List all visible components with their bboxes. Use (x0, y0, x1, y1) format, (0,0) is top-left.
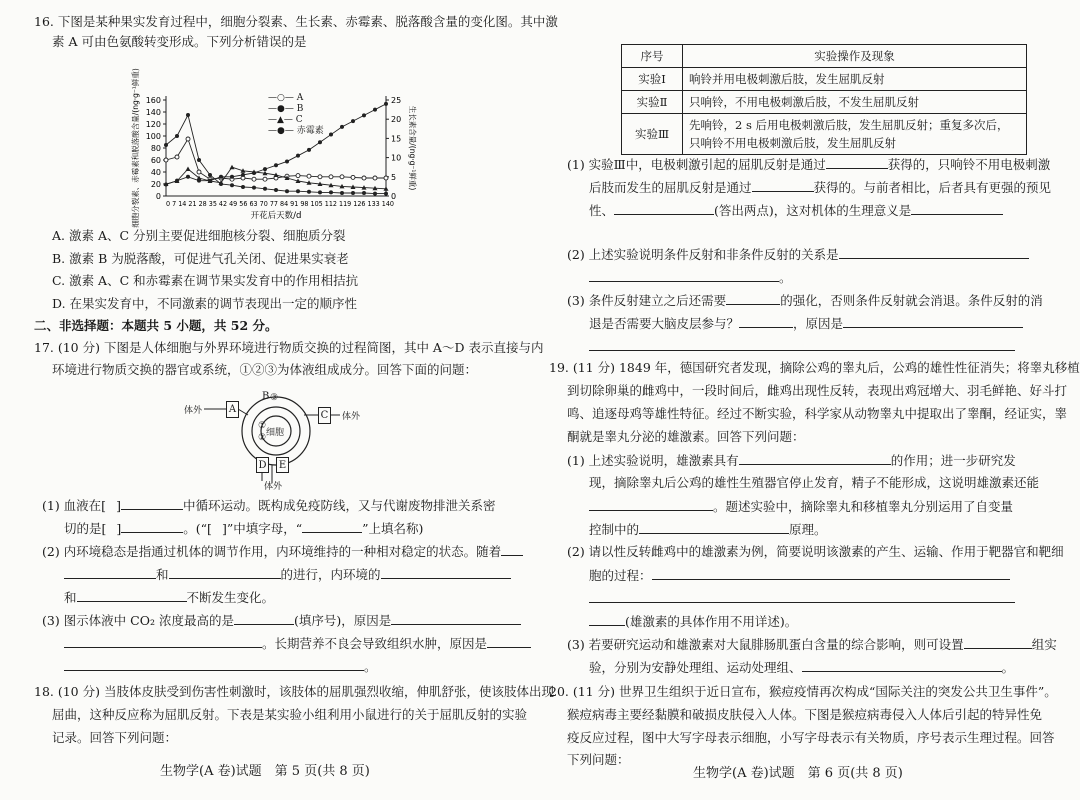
q19-part3-line1: (3) 若要研究运动和雄激素对大鼠腓肠肌蛋白含量的综合影响，则可设置 组实 (567, 637, 1057, 652)
data-point (373, 176, 377, 180)
q19-part1-line4: 控制中的 原理。 (589, 522, 827, 537)
data-point (208, 179, 212, 183)
legend-label: A (296, 93, 304, 103)
data-point (263, 187, 267, 191)
q19-part2-line4: (雄激素的具体作用不用详述)。 (589, 613, 797, 630)
data-point (230, 183, 234, 187)
q18-part1-line2: 后肢而发生的屈肌反射是通过 获得的。与前者相比，后者具有更强的预见 (589, 180, 1052, 195)
q20-stem-line4: 下列问题： (567, 752, 630, 767)
q16-stem-line1: 16. 下图是某种果实发育过程中，细胞分裂素、生长素、赤霉素、脱落酸含量的变化图。其中激 (34, 14, 558, 29)
y-tick-label-right: 20 (391, 115, 402, 125)
q18-stem-line1: 18. (10 分) 当肢体皮肤受到伤害性刺激时，该肢体的屈肌强烈收缩，伸肌舒张，使该肢体出现 (34, 684, 554, 699)
data-point (362, 113, 366, 117)
diagram-outside-right: 体外 (342, 412, 361, 422)
data-point (285, 189, 289, 193)
right-page (527, 0, 1080, 800)
diagram-num-1: ① (258, 421, 267, 431)
data-point (252, 171, 256, 175)
data-point (197, 158, 201, 162)
left-page-footer: 生物学(A 卷)试题 第 5 页(共 8 页) (160, 764, 370, 779)
data-point (351, 191, 355, 195)
y-tick-label-left: 60 (150, 156, 161, 165)
data-point (263, 167, 267, 171)
diagram-box-d: D (256, 457, 269, 473)
q16-option-c: C. 激素 A、C 和赤霉素在调节果实发育中的作用相拮抗 (52, 273, 359, 288)
q17-part2-line3: 和 不断发生变化。 (64, 590, 275, 605)
table-header-row (622, 45, 1027, 68)
y-tick-label-left: 140 (145, 108, 161, 117)
right-page-footer: 生物学(A 卷)试题 第 6 页(共 8 页) (693, 766, 903, 781)
q19-part2-line2: 胞的过程： (589, 567, 1010, 584)
data-point (164, 143, 168, 147)
q17-part1-line2: 切的是[ ] 。(“[ ]”中填字母，“ ”上填名称) (64, 521, 424, 536)
data-point (175, 155, 179, 159)
q18-stem-line3: 记录。回答下列问题： (52, 730, 178, 745)
legend-label: C (295, 115, 303, 125)
x-tick-labels: 0 7 14 21 28 35 42 49 56 63 70 77 84 91 98 105 112 119 126 133 140 (166, 200, 394, 208)
diagram-box-e: E (276, 457, 289, 473)
legend-marker: —▲— (268, 115, 296, 125)
data-point (197, 179, 201, 183)
data-point (351, 175, 355, 179)
data-point (241, 173, 245, 177)
q19-stem-line4: 酮就是睾丸分泌的雄激素。回答下列问题： (567, 429, 805, 444)
legend-marker: —●— (268, 104, 297, 114)
data-point (274, 163, 278, 167)
q16-option-a: A. 激素 A、C 分别主要促进细胞核分裂、细胞质分裂 (52, 228, 346, 243)
data-point (252, 177, 256, 181)
data-point (274, 188, 278, 192)
y-tick-label-right: 10 (391, 153, 402, 163)
diagram-box-c: C (318, 407, 331, 424)
data-point (296, 189, 300, 193)
data-point (318, 190, 322, 194)
data-point (307, 148, 311, 152)
q17-part3-line3: 。 (64, 658, 377, 675)
table-cell-text: 只响铃，不用电极刺激后肢，不发生屈肌反射 (683, 91, 1027, 114)
q19-part2-line1: (2) 请以性反转雌鸡中的雄激素为例，简要说明该激素的产生、运输、作用于靶器官和靶细 (567, 544, 1064, 559)
q17-part3-line1: (3) 图示体液中 CO₂ 浓度最高的是 (填序号)，原因是 (42, 612, 521, 629)
data-point (329, 175, 333, 179)
table-cell-id: 实验Ⅰ (622, 68, 683, 91)
y-axis-label-right: 生长素含量/(ng·g⁻¹鲜重) (408, 105, 417, 191)
data-point (340, 125, 344, 129)
y-tick-label-left: 20 (150, 180, 161, 189)
data-point (329, 133, 333, 137)
data-point (384, 102, 388, 106)
data-point (241, 185, 245, 189)
y-tick-label-right: 25 (391, 96, 402, 105)
y-tick-label-right: 15 (391, 134, 402, 144)
data-point (340, 191, 344, 195)
y-tick-label-left: 100 (145, 132, 161, 141)
x-axis-label: 开花后天数/d (250, 211, 302, 221)
table-cell-text: 响铃并用电极刺激后肢，发生屈肌反射 (683, 68, 1027, 91)
data-point (340, 175, 344, 179)
q19-part1-line1: (1) 上述实验说明，雄激素具有 的作用；进一步研究发 (567, 453, 1016, 468)
data-point (186, 113, 190, 117)
table-cell-id: 实验Ⅲ (622, 114, 683, 155)
data-point (285, 159, 289, 163)
legend-label: 赤霉素 (296, 126, 324, 136)
legend-marker: —○— (268, 93, 297, 103)
q17-stem-line1: 17. (10 分) 下图是人体细胞与外界环境进行物质交换的过程简图，其中 A～D 表示直接与内 (34, 340, 544, 355)
diagram-box-a: A (226, 401, 239, 418)
q19-part1-line3: 。题述实验中，摘除睾丸和移植睾丸分别运用了自变量 (589, 498, 1013, 515)
q20-stem-line1: 20. (11 分) 世界卫生组织于近日宣布，猴痘疫情再次构成“国际关注的突发公共卫生事件”。 (549, 684, 1057, 699)
q20-stem-line2: 猴痘病毒主要经黏膜和破损皮肤侵入人体。下图是猴痘病毒侵入人体后引起的特异性免 (567, 707, 1043, 722)
diagram-outside-left: 体外 (184, 406, 203, 416)
data-point (296, 154, 300, 158)
y-tick-label-left: 160 (145, 96, 161, 105)
data-point (219, 175, 223, 179)
table-row (622, 91, 1027, 114)
data-point (329, 190, 333, 194)
data-point (373, 192, 377, 196)
q18-part3-line3 (589, 338, 1015, 355)
q18-part2-line2: 。 (589, 269, 792, 286)
y-tick-label-left: 80 (150, 144, 161, 153)
q18-part2-line1: (2) 上述实验说明条件反射和非条件反射的关系是 (567, 246, 1029, 263)
q19-part3-line2: 验，分别为安静处理组、运动处理组、 。 (589, 660, 1015, 675)
q17-part1-line1: (1) 血液在[ ] 中循环运动。既构成免疫防线，又与代谢废物排泄关系密 (42, 498, 496, 513)
data-point (384, 192, 388, 196)
q20-stem-line3: 疫反应过程，图中大写字母表示细胞，小写字母表示有关物质，序号表示生理过程。回答 (567, 730, 1055, 745)
q17-part2-line2: 和 的进行，内环境的 (64, 566, 511, 583)
legend-entry (268, 126, 324, 137)
data-point (186, 137, 190, 141)
data-point (208, 173, 212, 177)
legend-marker: —●— (268, 126, 297, 136)
legend-entry (268, 93, 324, 104)
diagram-num-2: ② (258, 433, 267, 443)
q19-stem-line2: 到切除卵巢的雌鸡中，一段时间后，雌鸡出现性反转，表现出鸡冠增大、羽毛鲜艳、好斗打 (567, 383, 1068, 398)
y-tick-label-right: 5 (391, 172, 397, 182)
data-point (197, 170, 201, 174)
q18-part1-line1: (1) 实验Ⅲ中，电极刺激引起的屈肌反射是通过 获得的，只响铃不用电极刺激 (567, 157, 1051, 172)
data-point (164, 182, 168, 186)
data-point (318, 175, 322, 179)
y-tick-label-right: 0 (391, 192, 397, 201)
table-row (622, 68, 1027, 91)
q18-part3-line2: 退是否需要大脑皮层参与？ ，原因是 (589, 315, 1023, 332)
data-point (318, 140, 322, 144)
q19-stem-line1: 19. (11 分) 1849 年，德国研究者发现，摘除公鸡的睾丸后，公鸡的雄性性征消失；将睾丸移植 (549, 360, 1080, 375)
data-point (164, 158, 168, 162)
table-header-cell: 序号 (622, 45, 683, 68)
y-tick-label-left: 0 (155, 192, 161, 201)
data-point (296, 174, 300, 178)
data-point (186, 175, 190, 179)
diagram-outside-bottom: 体外 (264, 482, 283, 492)
diagram-cell: 细胞 (266, 428, 285, 438)
legend-entry (268, 104, 324, 115)
data-point (186, 167, 191, 172)
experiment-table (621, 44, 1027, 155)
table-header-cell: 实验操作及现象 (683, 45, 1027, 68)
data-point (175, 134, 179, 138)
data-point (252, 186, 256, 190)
data-point (362, 191, 366, 195)
chart-legend (268, 93, 324, 137)
q16-option-d: D. 在果实发育中，不同激素的调节表现出一定的顺序性 (52, 296, 358, 311)
diagram-num-3: ③ (270, 393, 279, 403)
q17-diagram: 体外 A B C 体外 细胞 ③ ① ② D E 体外 (180, 385, 380, 490)
legend-entry (268, 115, 324, 126)
q19-stem-line3: 鸣、追逐母鸡等雄性特征。经过不断实验，科学家从动物睾丸中提取出了睾酮，经证实，睾 (567, 406, 1068, 421)
q16-option-b: B. 激素 B 为脱落酸，可促进气孔关闭、促进果实衰老 (52, 251, 349, 266)
q18-part3-line1: (3) 条件反射建立之后还需要 的强化，否则条件反射就会消退。条件反射的消 (567, 293, 1043, 308)
data-point (307, 190, 311, 194)
y-tick-label-left: 120 (145, 120, 161, 129)
data-point (230, 175, 234, 179)
y-tick-label-left: 40 (150, 168, 161, 177)
data-point (175, 179, 179, 183)
y-axis-label-left: 细胞分裂素、赤霉素和脱落酸含量/(ng·g⁻¹鲜重) (131, 68, 140, 228)
data-point (384, 176, 388, 180)
hormone-chart (110, 56, 417, 228)
data-point (263, 177, 267, 181)
section-heading: 二、非选择题：本题共 5 小题，共 52 分。 (34, 318, 278, 333)
q17-stem-line2: 环境进行物质交换的器官或系统，①②③为体液组成成分。回答下面的问题： (52, 362, 478, 377)
data-point (362, 176, 366, 180)
q18-stem-line2: 屈曲，这种反应称为屈肌反射。下表是某实验小组利用小鼠进行的关于屈肌反射的实验 (52, 707, 528, 722)
data-point (373, 108, 377, 112)
table-cell-text: 先响铃，2 s 后用电极刺激后肢，发生屈肌反射；重复多次后， 只响铃不用电极刺激后肢，发生屈肌反射 (683, 114, 1027, 155)
q18-part1-line3: 性、 (答出两点)，这对机体的生理意义是 (589, 202, 1003, 219)
data-point (307, 174, 311, 178)
data-point (230, 165, 235, 170)
q17-part3-line2: 。长期营养不良会导致组织水肿，原因是 (64, 635, 531, 652)
table-row (622, 114, 1027, 155)
table-cell-id: 实验Ⅱ (622, 91, 683, 114)
q19-part2-line3 (589, 590, 1015, 607)
legend-label: B (296, 104, 304, 114)
data-point (351, 119, 355, 123)
q19-part1-line2: 现，摘除睾丸后公鸡的雄性生殖器官停止发育，精子不能形成，这说明雄激素还能 (589, 475, 1040, 490)
q16-stem-line2: 素 A 可由色氨酸转变形成。下列分析错误的是 (52, 34, 307, 49)
q17-part2-line1: (2) 内环境稳态是指通过机体的调节作用，内环境维持的一种相对稳定的状态。随着 (42, 543, 523, 560)
